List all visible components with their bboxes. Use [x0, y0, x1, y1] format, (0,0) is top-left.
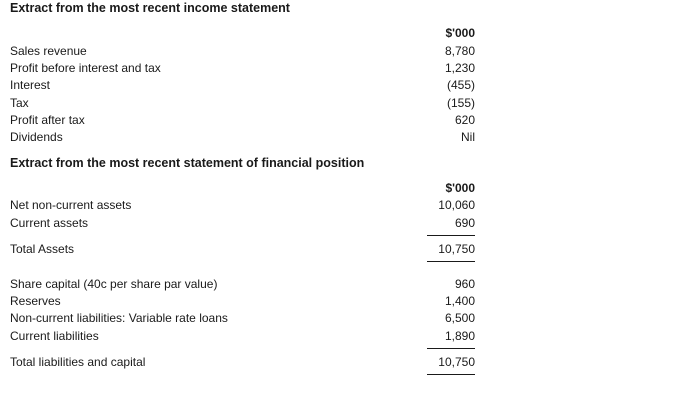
liability-row-value: 960	[454, 277, 475, 291]
income-statement-heading: Extract from the most recent income statement	[10, 1, 290, 15]
income-row-label: Profit after tax	[10, 113, 85, 127]
liability-row-label: Share capital (40c per share par value)	[10, 277, 218, 291]
asset-row-label: Current assets	[10, 216, 89, 230]
income-row-value: (155)	[446, 96, 475, 110]
liability-row-label: Reserves	[10, 294, 61, 308]
position-unit-header: $'000	[445, 181, 475, 195]
income-unit-header: $'000	[445, 26, 475, 40]
income-row-label: Sales revenue	[10, 44, 87, 58]
financial-position-heading: Extract from the most recent statement of financial position	[10, 156, 365, 170]
income-row-value: 8,780	[444, 44, 475, 58]
total-assets-label: Total Assets	[10, 242, 75, 256]
total-rule	[427, 261, 475, 262]
asset-row-value: 690	[454, 216, 475, 230]
income-row-label: Interest	[10, 78, 51, 92]
liability-row-value: 1,400	[444, 294, 475, 308]
liability-row-value: 6,500	[444, 311, 475, 325]
income-row-label: Dividends	[10, 130, 63, 144]
asset-row-value: 10,060	[438, 198, 475, 212]
subtotal-rule	[427, 235, 475, 236]
income-row-value: Nil	[461, 130, 475, 144]
total-liabilities-label: Total liabilities and capital	[10, 355, 146, 369]
liability-row-label: Non-current liabilities: Variable rate loans	[10, 311, 228, 325]
total-assets-value: 10,750	[438, 242, 475, 256]
total-rule	[427, 374, 475, 375]
income-row-label: Tax	[10, 96, 29, 110]
income-row-value: (455)	[446, 78, 475, 92]
liability-row-value: 1,890	[444, 329, 475, 343]
income-row-value: 620	[454, 113, 475, 127]
income-row-label: Profit before interest and tax	[10, 61, 161, 75]
total-liabilities-value: 10,750	[438, 355, 475, 369]
liability-row-label: Current liabilities	[10, 329, 99, 343]
income-row-value: 1,230	[444, 61, 475, 75]
subtotal-rule	[427, 348, 475, 349]
asset-row-label: Net non-current assets	[10, 198, 132, 212]
